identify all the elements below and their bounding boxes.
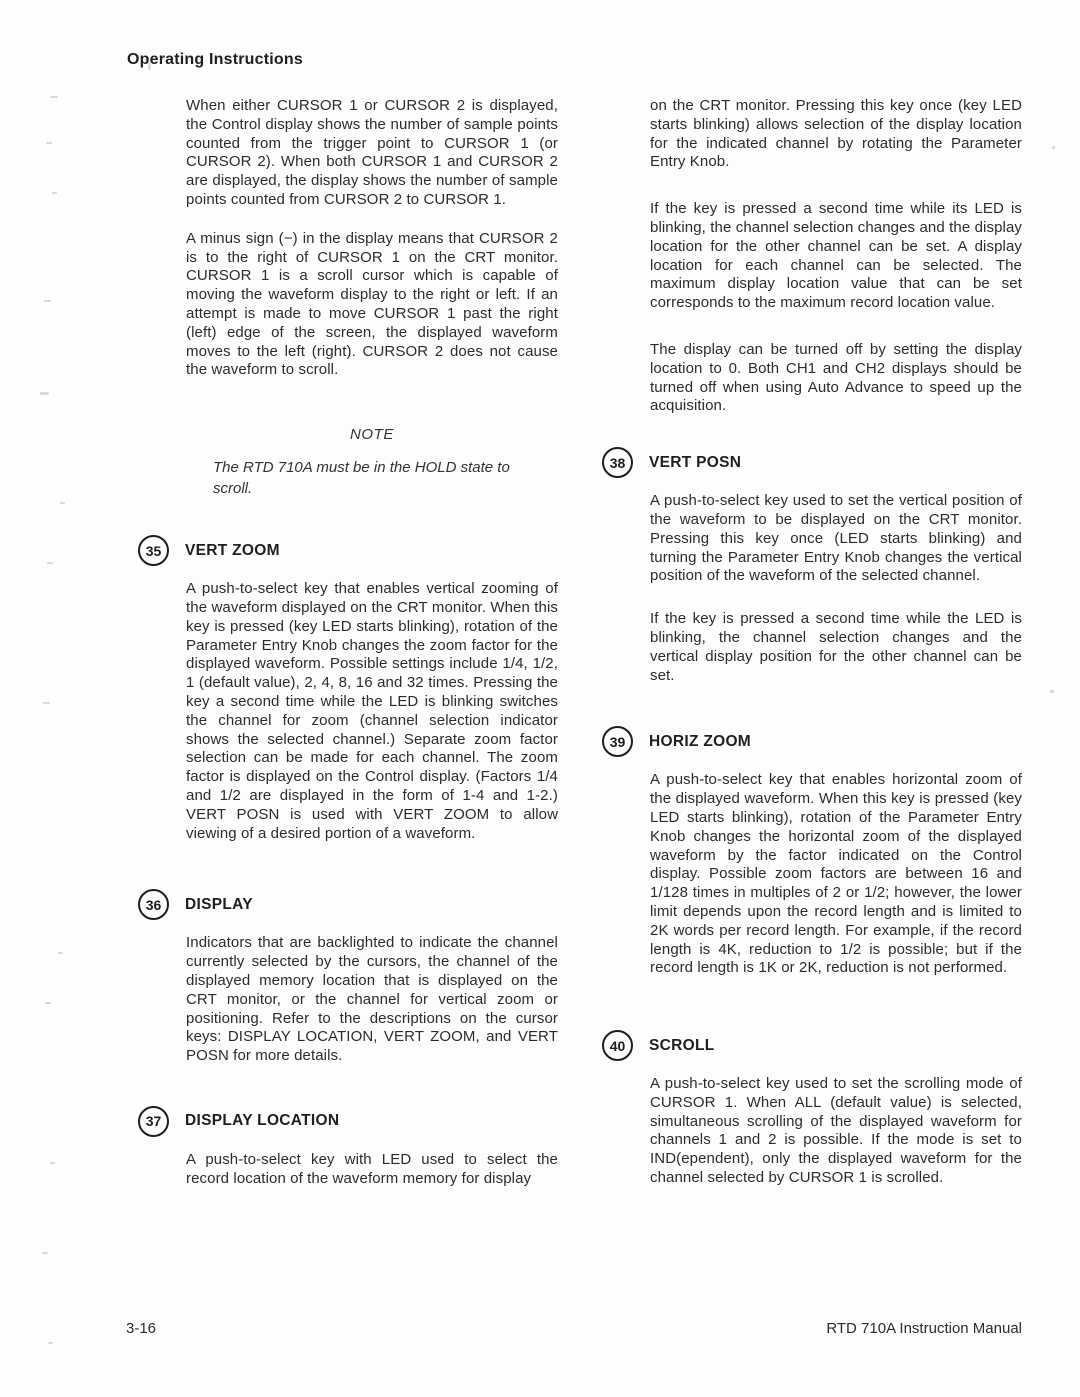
footer-manual-title: RTD 710A Instruction Manual xyxy=(826,1320,1022,1337)
section-title: HORIZ ZOOM xyxy=(649,732,752,750)
section-heading-36 xyxy=(138,889,558,920)
scan-artifact xyxy=(50,1162,55,1164)
scan-artifact xyxy=(58,952,63,954)
section-number-badge: 36 xyxy=(138,889,169,920)
section-heading-40 xyxy=(602,1030,1022,1061)
paragraph: on the CRT monitor. Pressing this key once (key LED starts blinking) allows selection of the display location for the indicated channel by rotating the Parameter Entry Knob. xyxy=(650,97,1022,171)
section-title: DISPLAY xyxy=(185,895,253,913)
scan-artifact xyxy=(44,300,51,302)
section-paragraph: Indicators that are backlighted to indicate the channel currently selected by the cursors, the channel of the displayed memory location that is displayed on the CRT monitor, or the channel for vertical zoom or positioning. Refer to the descriptions on the cursor keys: DISPLAY LOCATION, VERT ZOOM, and VERT POSN for more details. xyxy=(186,934,558,1065)
section-number-badge: 39 xyxy=(602,726,633,757)
scan-artifact xyxy=(40,392,49,395)
paragraph: If the key is pressed a second time while its LED is blinking, the channel selection changes and the display location for the other channel can be set. A display location for each channel can be selected. The maximum display location value that can be set corresponds to the maximum record location value. xyxy=(650,200,1022,312)
scan-artifact xyxy=(60,502,65,504)
note-label: NOTE xyxy=(349,426,395,444)
section-number-badge: 37 xyxy=(138,1106,169,1137)
section-title: DISPLAY LOCATION xyxy=(185,1112,340,1130)
section-heading-39 xyxy=(602,726,1022,757)
scan-artifact xyxy=(148,62,151,70)
section-paragraph: A push-to-select key used to set the vertical position of the waveform to be displayed on the CRT monitor. Pressing this key once (LED starts blinking) and turning the Parameter Entry Knob changes the vertical position of the waveform of the selected channel. xyxy=(650,492,1022,585)
scan-artifact xyxy=(45,1002,51,1004)
section-heading-35 xyxy=(138,535,558,566)
section-paragraph: A push-to-select key that enables horizontal zoom of the displayed waveform. When this key is pressed (key LED starts blinking), rotation of the Parameter Entry Knob changes the horizontal zoom of the displayed waveform by the factor indicated on the Control display. Possible zoom factors are between 16 and 1/128 times in multiples of 2 or 1/2; however, the lower limit depends upon the record length and is limited to 2K words per record length. For example, if the record length is 4K, reduction to 1/2 is possible; but if the record length is 1K or 2K, reduction is not performed. xyxy=(650,771,1022,977)
note-body: The RTD 710A must be in the HOLD state to scroll. xyxy=(213,459,510,498)
section-number-badge: 35 xyxy=(138,535,169,566)
section-heading-38 xyxy=(602,447,1022,478)
note-block xyxy=(186,426,558,499)
left-column xyxy=(145,97,558,1188)
section-title: SCROLL xyxy=(649,1036,715,1054)
scan-artifact xyxy=(46,142,52,144)
scan-artifact xyxy=(1050,690,1054,693)
scan-artifact xyxy=(47,562,53,564)
page-header: Operating Instructions xyxy=(127,51,303,68)
section-number-badge: 38 xyxy=(602,447,633,478)
scan-artifact xyxy=(50,96,58,98)
paragraph: The display can be turned off by setting the display location to 0. Both CH1 and CH2 displays should be turned off when using Auto Advance to speed up the acquisition. xyxy=(650,340,1022,415)
right-column xyxy=(609,97,1022,1188)
scan-artifact xyxy=(1052,146,1055,149)
section-number-badge: 40 xyxy=(602,1030,633,1061)
paragraph: A minus sign (−) in the display means that CURSOR 2 is to the right of CURSOR 1 on the CRT monitor. CURSOR 1 is a scroll cursor which is capable of moving the waveform display to the right or left. If an attempt is made to move CURSOR 1 past the right (left) edge of the screen, the displayed waveform moves to the left (right). CURSOR 2 does not cause the waveform to scroll. xyxy=(186,229,558,379)
section-paragraph: If the key is pressed a second time while the LED is blinking, the channel selection changes and the vertical display position for the other channel can be set. xyxy=(650,610,1022,684)
paragraph: When either CURSOR 1 or CURSOR 2 is displayed, the Control display shows the number of sample points counted from the trigger point to CURSOR 1 (or CURSOR 2). When both CURSOR 1 and CURSOR 2 are displayed, the display shows the number of sample points counted from CURSOR 2 to CURSOR 1. xyxy=(186,97,558,208)
section-title: VERT ZOOM xyxy=(185,541,280,559)
section-title: VERT POSN xyxy=(649,453,742,471)
page-number: 3-16 xyxy=(126,1320,157,1337)
scan-artifact xyxy=(48,1342,53,1344)
section-paragraph: A push-to-select key used to set the scrolling mode of CURSOR 1. When ALL (default value) is selected, simultaneous scrolling of the displayed waveform for channels 1 and 2 is possible. If the mode is set to IND(ependent), only the displayed waveform for the channel selected by CURSOR 1 is scrolled. xyxy=(650,1075,1022,1187)
scan-artifact xyxy=(43,702,50,704)
section-paragraph: A push-to-select key with LED used to select the record location of the waveform memory for display xyxy=(186,1150,558,1187)
scan-artifact xyxy=(52,192,57,194)
scan-artifact xyxy=(42,1252,48,1254)
section-paragraph: A push-to-select key that enables vertical zooming of the waveform displayed on the CRT monitor. When this key is pressed (key LED starts blinking), rotation of the Parameter Entry Knob changes the zoom factor for the displayed waveform. Possible settings include 1/4, 1/2, 1 (default value), 2, 4, 8, 16 and 32 times. Pressing the key a second time while the LED is blinking switches the channel for zoom (channel selection indicator shows the selected channel.) Separate zoom factor selection can be made for each channel. The zoom factor is displayed on the Control display. (Factors 1/4 and 1/2 are displayed in the form of 1-4 and 1-2.) VERT POSN is used with VERT ZOOM to allow viewing of a desired portion of a waveform. xyxy=(186,580,558,842)
section-heading-37 xyxy=(138,1106,558,1137)
